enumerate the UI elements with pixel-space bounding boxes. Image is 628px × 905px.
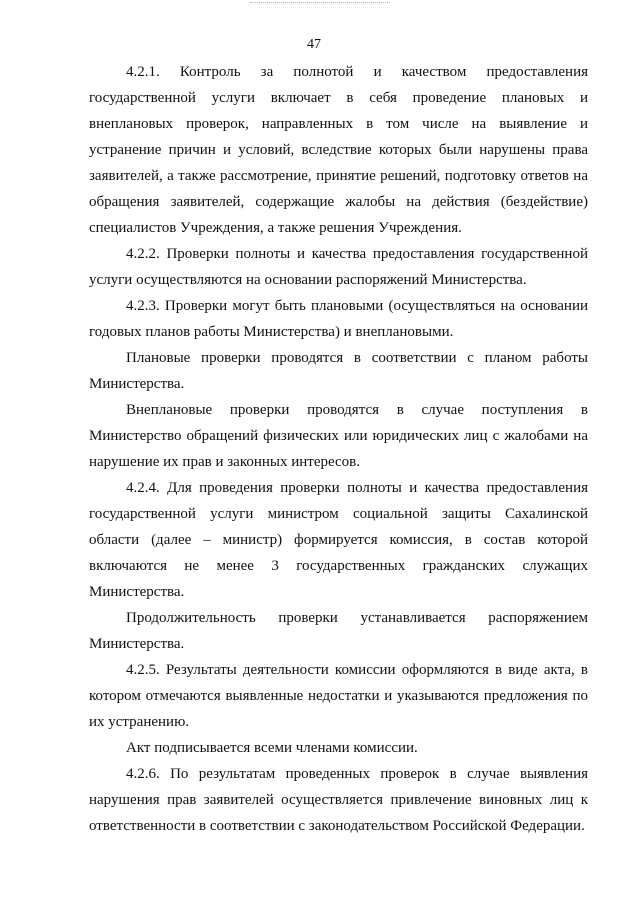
- document-body: [89, 59, 588, 839]
- page-number: 47: [307, 37, 321, 52]
- paragraph-inspection-duration: Продолжительность проверки устанавливается распоряжением Министерства.: [89, 610, 588, 652]
- paragraph-4-2-6: 4.2.6. По результатам проведенных проверок в случае выявления нарушения прав заявителей осуществляется привлечение виновных лиц к ответственности в соответствии с законодательством Российской Федерации.: [89, 766, 588, 834]
- paragraph-4-2-3: 4.2.3. Проверки могут быть плановыми (осуществляться на основании годовых планов работы Министерства) и внеплановыми.: [89, 298, 588, 340]
- paragraph-4-2-5: 4.2.5. Результаты деятельности комиссии оформляются в виде акта, в котором отмечаются выявленные недостатки и указываются предложения по их устранению.: [89, 662, 588, 730]
- paragraph-4-2-4: 4.2.4. Для проведения проверки полноты и качества предоставления государственной услуги министром социальной защиты Сахалинской области (далее – министр) формируется комиссия, в состав которой включаются не менее 3 государственных гражданских служащих Министерства.: [89, 480, 588, 600]
- paragraph-act-signing: Акт подписывается всеми членами комиссии.: [126, 740, 418, 756]
- paragraph-4-2-2: 4.2.2. Проверки полноты и качества предоставления государственной услуги осуществляются на основании распоряжений Министерства.: [89, 246, 588, 288]
- paragraph-4-2-1: 4.2.1. Контроль за полнотой и качеством предоставления государственной услуги включает в себя проведение плановых и внеплановых проверок, направленных в том числе на выявление и устранение причин и условий, вследствие которых были нарушены права заявителей, а также рассмотрение, принятие решений, подготовку ответов на обращения заявителей, содержащие жалобы на действия (бездействие) специалистов Учреждения, а также решения Учреждения.: [89, 64, 588, 236]
- paragraph-planned-inspections: Плановые проверки проводятся в соответствии с планом работы Министерства.: [89, 350, 588, 392]
- scan-artifact: [250, 2, 390, 7]
- paragraph-unplanned-inspections: Внеплановые проверки проводятся в случае поступления в Министерство обращений физических или юридических лиц с жалобами на нарушение их прав и законных интересов.: [89, 402, 588, 470]
